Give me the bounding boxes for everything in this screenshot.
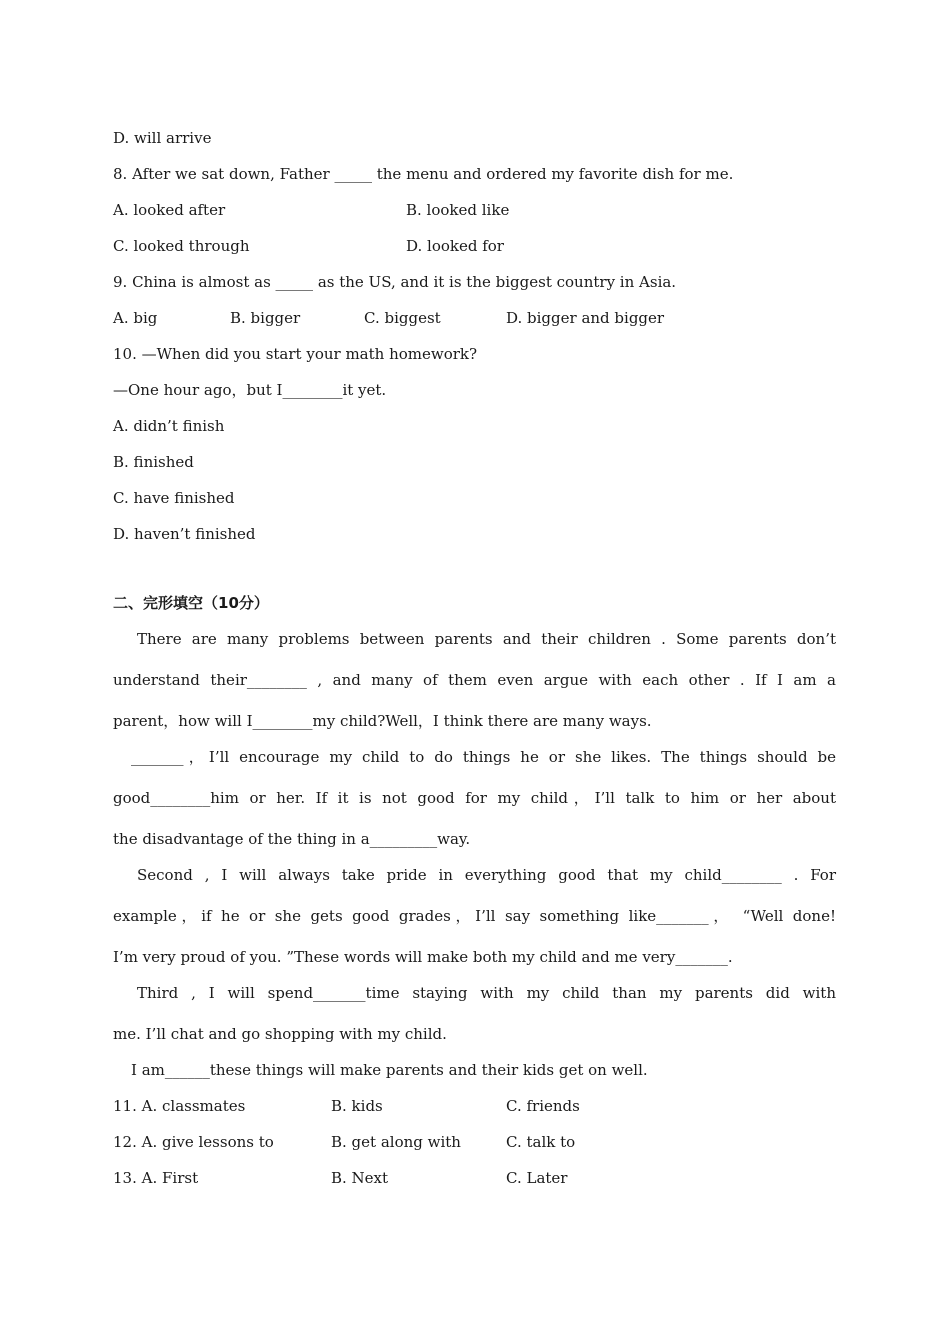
passage-line: understand their________ , and many of them even argue with each other . If I am a — [113, 671, 836, 689]
q10-option-a: A. didn’t finish — [113, 417, 225, 435]
q13-option-b: B. Next — [331, 1169, 389, 1187]
q11-option-a: 11. A. classmates — [113, 1097, 246, 1115]
passage-line: parent，how will I________my child?Well，I think there are many ways. — [113, 712, 652, 730]
q8-option-a: A. looked after — [113, 201, 226, 219]
q9-option-d: D. bigger and bigger — [506, 309, 665, 327]
passage-line: I am______these things will make parents and their kids get on well. — [131, 1061, 648, 1079]
q7-option-d: D. will arrive — [113, 129, 212, 147]
q8-option-d: D. looked for — [406, 237, 504, 255]
q8-option-c: C. looked through — [113, 237, 250, 255]
q10-option-b: B. finished — [113, 453, 194, 471]
q11-option-b: B. kids — [331, 1097, 383, 1115]
passage-line: I’m very proud of you. ”These words will make both my child and me very_______. — [113, 948, 733, 966]
passage-line: _______，I’ll encourage my child to do things he or she likes. The things should be — [131, 748, 836, 766]
q12-option-a: 12. A. give lessons to — [113, 1133, 274, 1151]
q13-option-a: 13. A. First — [113, 1169, 199, 1187]
q9-stem: 9. China is almost as _____ as the US, and it is the biggest country in Asia. — [113, 273, 677, 291]
passage-line: the disadvantage of the thing in a_________way. — [113, 830, 471, 848]
passage-line: There are many problems between parents and their children . Some parents don’t — [137, 630, 836, 648]
q12-option-b: B. get along with — [331, 1133, 461, 1151]
q10-option-c: C. have finished — [113, 489, 235, 507]
q10-question: 10. —When did you start your math homework? — [113, 345, 478, 363]
q8-stem: 8. After we sat down, Father _____ the menu and ordered my favorite dish for me. — [113, 165, 734, 183]
q10-option-d: D. haven’t finished — [113, 525, 256, 543]
q10-answer: —One hour ago，but I________it yet. — [113, 381, 387, 399]
passage-line: Third , I will spend_______time staying with my child than my parents did with — [137, 984, 836, 1002]
passage-line: me. I’ll chat and go shopping with my child. — [113, 1025, 447, 1043]
q11-option-c: C. friends — [506, 1097, 580, 1115]
q12-option-c: C. talk to — [506, 1133, 576, 1151]
passage-line: example，if he or she gets good grades，I’ll say something like_______， “Well done! — [113, 907, 836, 925]
q8-option-b: B. looked like — [406, 201, 510, 219]
section-title: 二、完形填空（10分） — [113, 594, 269, 612]
q9-option-b: B. bigger — [230, 309, 301, 327]
passage-line: Second , I will always take pride in everything good that my child________ . For — [137, 866, 836, 884]
q9-option-a: A. big — [113, 309, 158, 327]
q13-option-c: C. Later — [506, 1169, 568, 1187]
passage-line: good________him or her. If it is not good for my child，I’ll talk to him or her about — [113, 789, 836, 807]
q9-option-c: C. biggest — [364, 309, 441, 327]
